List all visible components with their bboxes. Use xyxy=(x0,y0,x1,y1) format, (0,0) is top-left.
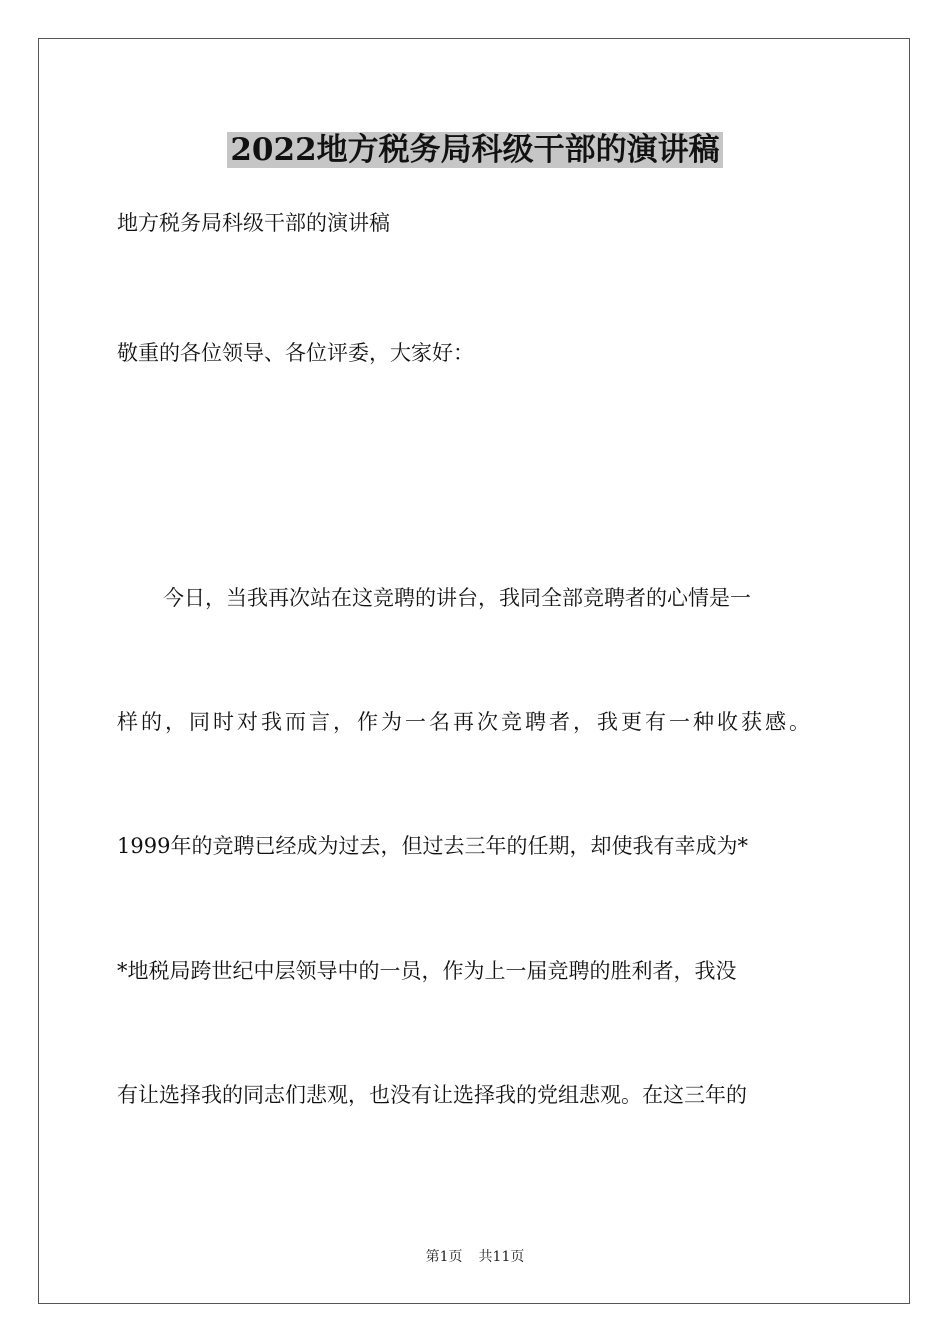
document-title xyxy=(0,128,950,172)
body-line: 1999年的竞聘已经成为过去，但过去三年的任期，却使我有幸成为* xyxy=(117,834,748,858)
body-line: 样的，同时对我而言，作为一名再次竞聘者，我更有一种收获感。 xyxy=(117,710,813,734)
greeting-line: 敬重的各位领导、各位评委，大家好： xyxy=(117,341,474,365)
body-line: 今日，当我再次站在这竞聘的讲台，我同全部竞聘者的心情是一 xyxy=(163,586,751,610)
page-footer xyxy=(0,1247,950,1267)
body-line: *地税局跨世纪中层领导中的一员，作为上一届竞聘的胜利者，我没 xyxy=(117,959,737,983)
page-total: 共11页 xyxy=(478,1249,525,1265)
page-number: 第1页 xyxy=(425,1249,463,1265)
document-title-text: 2022地方税务局科级干部的演讲稿 xyxy=(227,132,722,168)
subtitle-line: 地方税务局科级干部的演讲稿 xyxy=(117,211,390,235)
body-line: 有让选择我的同志们悲观，也没有让选择我的党组悲观。在这三年的 xyxy=(117,1083,747,1107)
